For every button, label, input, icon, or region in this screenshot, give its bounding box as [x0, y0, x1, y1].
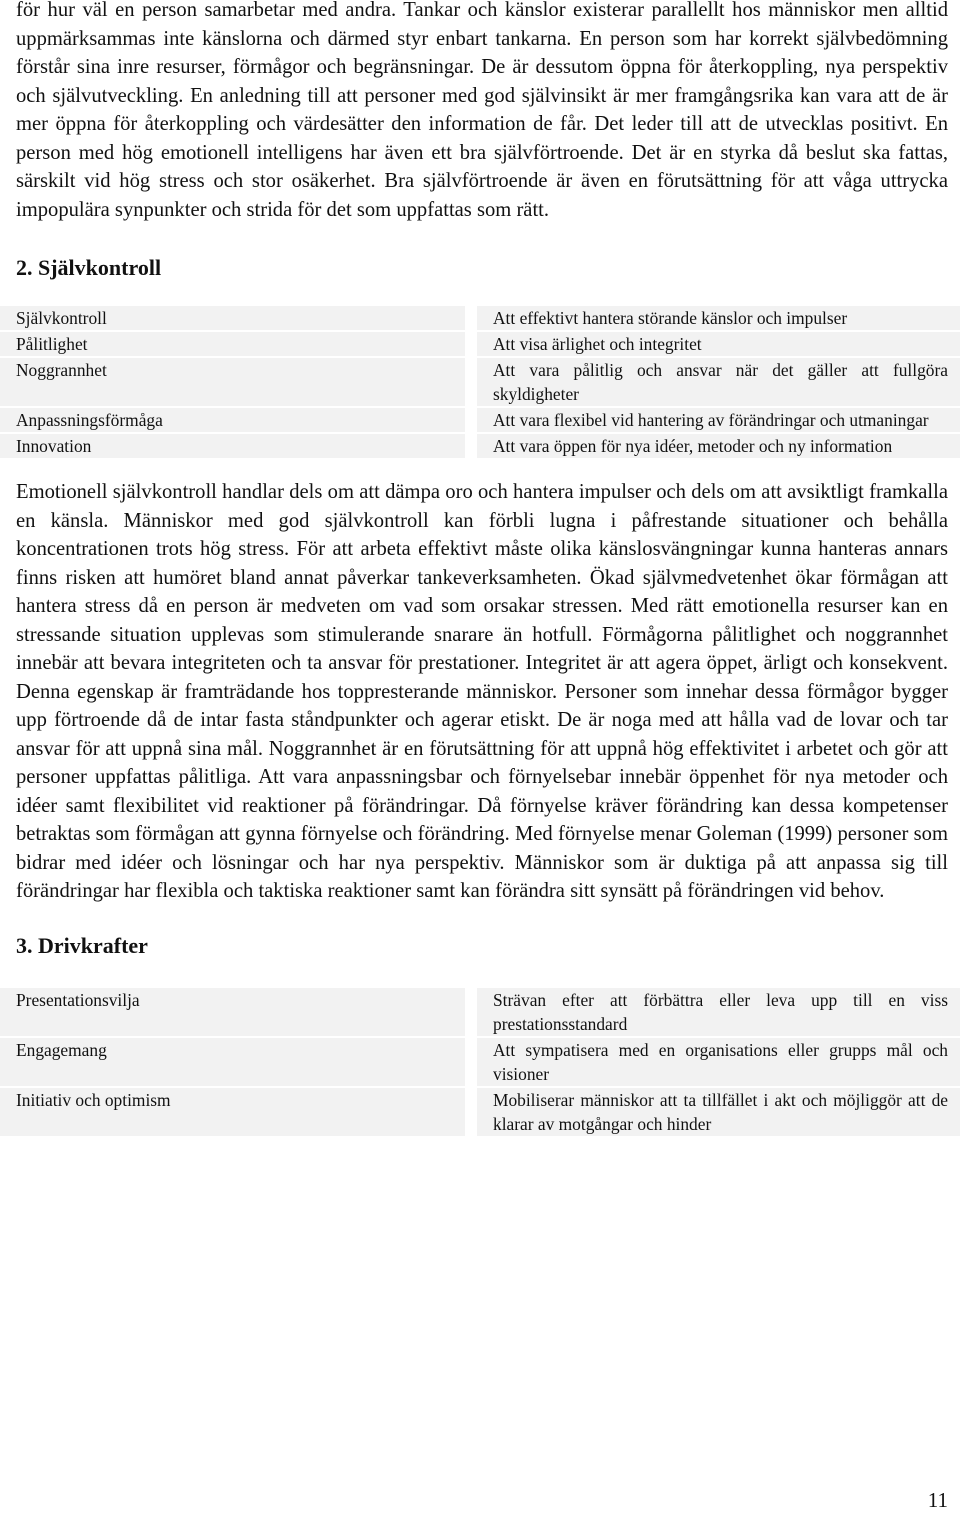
section-heading-self-control: 2. Självkontroll: [16, 255, 162, 280]
competence-description: Att vara pålitlig och ansvar när det gäller att fullgöra skyldigheter: [477, 358, 960, 406]
competence-name: Initiativ och optimism: [0, 1088, 465, 1136]
table-row: [0, 408, 960, 432]
competence-description: Att visa ärlighet och integritet: [477, 332, 960, 356]
competence-name: Innovation: [0, 434, 465, 458]
competence-description: Strävan efter att förbättra eller leva upp till en viss prestationsstandard: [477, 988, 960, 1036]
competence-name: Anpassningsförmåga: [0, 408, 465, 432]
table-row: [0, 1038, 960, 1086]
competence-description: Att effektivt hantera störande känslor och impulser: [477, 306, 960, 330]
table-row: [0, 306, 960, 330]
document-page: [16, 0, 948, 1138]
competence-name: Noggrannhet: [0, 358, 465, 406]
competence-description: Att vara öppen för nya idéer, metoder och ny information: [477, 434, 960, 458]
table-row: [0, 434, 960, 458]
table-row: [0, 988, 960, 1036]
motivation-table: [0, 986, 960, 1138]
competence-name: Pålitlighet: [0, 332, 465, 356]
competence-name: Självkontroll: [0, 306, 465, 330]
competence-description: Mobiliserar människor att ta tillfället i akt och möjliggör att de klarar av motgångar och hinder: [477, 1088, 960, 1136]
self-control-paragraph: Emotionell självkontroll handlar dels om att dämpa oro och hantera impulser och dels om att avsiktligt framkalla en känsla. Människor med god självkontroll kan förbli lugna i påfrestande situationer och behålla koncentrationen trots hög stress. För att arbeta effektivt måste olika känslosvängningar kunna hanteras annars finns risken att humöret bland annat påverkar tankeverksamheten. Ökad självmedvetenhet ökar förmågan att hantera stress då en person är medveten om vad som orsakar stressen. Med rätt emotionella resurser kan en stressande situation upplevas som stimulerande snarare än hotfull. Förmågorna pålitlighet och noggrannhet innebär att bevara integriteten och ta ansvar för prestationer. Integritet är att agera öppet, ärligt och konsekvent. Denna egenskap är framträdande hos toppresterande människor. Personer som innehar dessa förmågor bygger upp förtroende då de intar fasta ståndpunkter och agerar etiskt. De är noga med att hålla vad de lovar och tar ansvar för att uppnå sina mål. Noggrannhet är en förutsättning för att uppnå hög effektivitet i arbetet och gör att personer uppfattas pålitliga. Att vara anpassningsbar och förnyelsebar innebär öppenhet för nya metoder och idéer samt flexibilitet vid reaktioner på förändringar. Då förnyelse kräver förändring kan dessa kompetenser betraktas som förmågan att gynna förnyelse och förändring. Med förnyelse menar Goleman (1999) personer som bidrar med idéer och lösningar och har nya perspektiv. Människor som är duktiga på att anpassa sig till förändringar har flexibla och taktiska reaktioner samt kan förändra sitt synsätt på förändringen vid behov.: [16, 481, 948, 902]
table-row: [0, 1088, 960, 1136]
competence-description: Att vara flexibel vid hantering av förändringar och utmaningar: [477, 408, 960, 432]
page-number: 11: [927, 1488, 948, 1512]
table-row: [0, 332, 960, 356]
competence-description: Att sympatisera med en organisations eller grupps mål och visioner: [477, 1038, 960, 1086]
table-row: [0, 358, 960, 406]
competence-name: Engagemang: [0, 1038, 465, 1086]
section-heading-motivation: 3. Drivkrafter: [16, 932, 148, 958]
competence-name: Presentationsvilja: [0, 988, 465, 1036]
intro-paragraph: för hur väl en person samarbetar med andra. Tankar och känslor existerar parallellt hos människor men alltid uppmärksammas inte känslorna och därmed styr enbart tankarna. En person som har korrekt självbedömning förstår sina inre resurser, förmågor och begränsningar. De är dessutom öppna för återkoppling, nya perspektiv och självutveckling. En anledning till att personer med god självinsikt är mer framgångsrika kan vara att de är mer öppna för återkoppling och värdesätter den information de får. Det leder till att de utvecklas positivt. En person med hög emotionell intelligens har även ett bra självförtroende. Det är en styrka då beslut ska fattas, särskilt vid hög stress och stor osäkerhet. Bra självförtroende är även en förutsättning för att våga uttrycka impopulära synpunkter och strida för det som uppfattas som rätt.: [16, 0, 948, 221]
self-control-table: [0, 304, 960, 460]
